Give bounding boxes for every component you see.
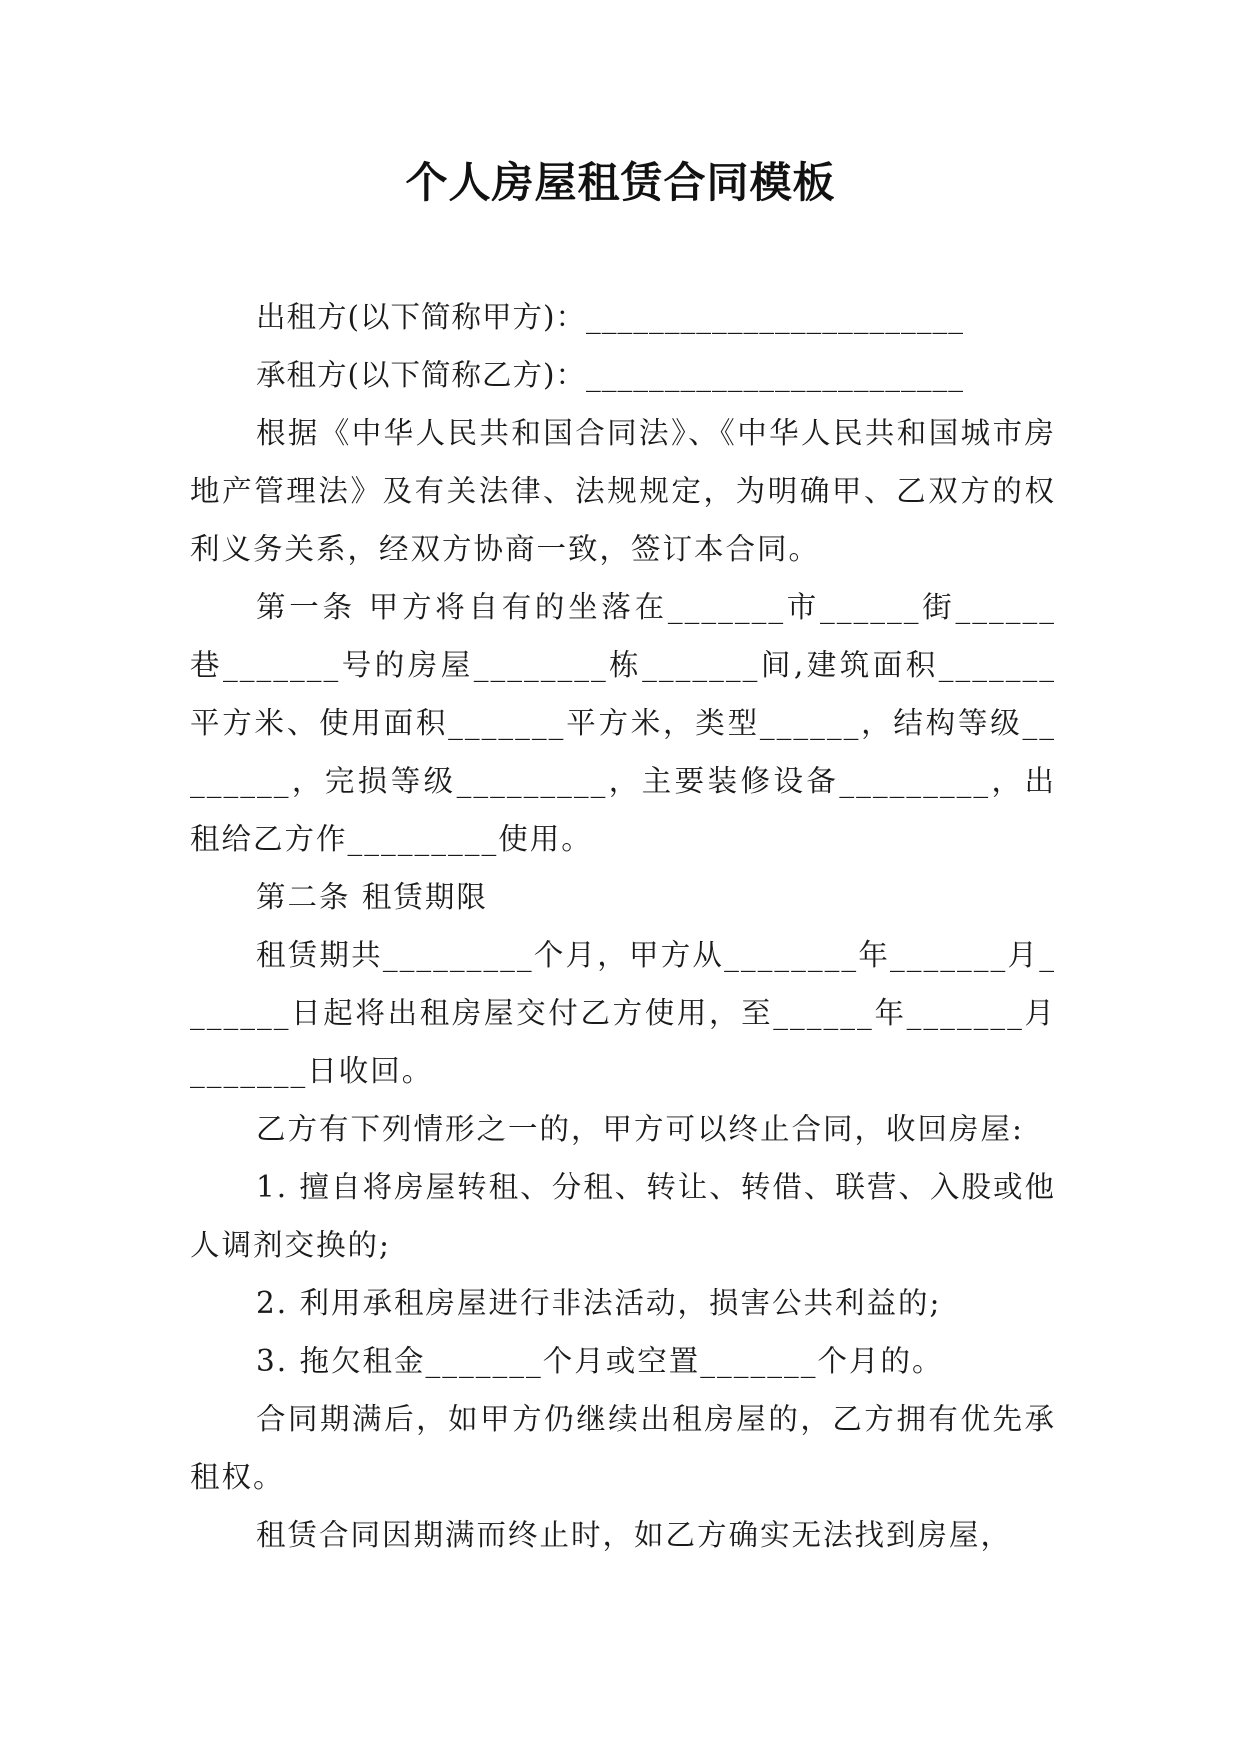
lessee-line: 承租方(以下简称乙方)：________________________ bbox=[256, 358, 965, 392]
preamble-paragraph: 根据《中华人民共和国合同法》、《中华人民共和国城市房地产管理法》及有关法律、法规规定，为明确甲、乙双方的权利义务关系，经双方协商一致，签订本合同。 bbox=[190, 416, 1056, 566]
termination-item-2: 2. 利用承租房屋进行非法活动，损害公共利益的; bbox=[256, 1286, 942, 1320]
termination-item-3: 3. 拖欠租金_______个月或空置_______个月的。 bbox=[256, 1344, 944, 1378]
termination-intro-paragraph: 乙方有下列情形之一的，甲方可以终止合同，收回房屋: bbox=[256, 1112, 1024, 1146]
article-2-heading: 第二条 租赁期限 bbox=[256, 880, 488, 914]
expiry-paragraph: 租赁合同因期满而终止时，如乙方确实无法找到房屋， bbox=[256, 1518, 1013, 1552]
lease-term-paragraph: 租赁期共_________个月，甲方从________年_______月_______日起将出租房屋交付乙方使用，至______年_______月_______日收回。 bbox=[190, 938, 1056, 1088]
document-body bbox=[190, 288, 1056, 1564]
document-title: 个人房屋租赁合同模板 bbox=[405, 158, 836, 207]
lessor-line: 出租方(以下简称甲方)：________________________ bbox=[256, 300, 965, 334]
article-1-paragraph: 第一条 甲方将自有的坐落在_______市______街______巷_______号的房屋________栋_______间,建筑面积_______平方米、使用面积_______平方米，类型______，结构等级________，完损等级_________，主要装修设备_________，出租给乙方作_________使用。 bbox=[190, 590, 1056, 856]
termination-item-1: 1. 擅自将房屋转租、分租、转让、转借、联营、入股或他人调剂交换的; bbox=[190, 1170, 1056, 1262]
renewal-priority-paragraph: 合同期满后，如甲方仍继续出租房屋的，乙方拥有优先承租权。 bbox=[190, 1402, 1056, 1494]
